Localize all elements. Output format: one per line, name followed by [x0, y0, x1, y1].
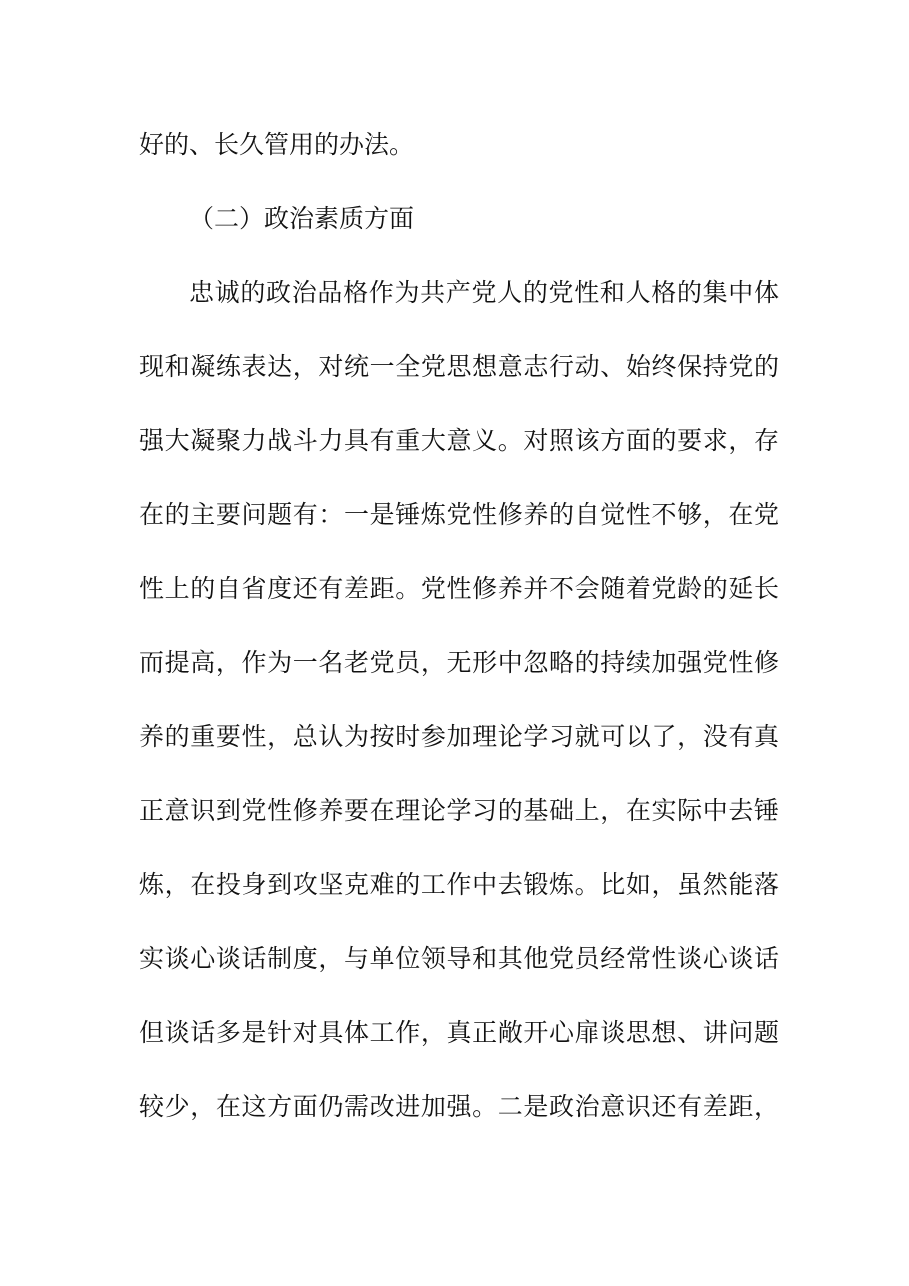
text-line-9: 养的重要性，总认为按时参加理论学习就可以了，没有真: [139, 722, 779, 751]
text-line-4: 现和凝练表达，对统一全党思想意志行动、始终保持党的: [139, 352, 779, 381]
text-line-8: 而提高，作为一名老党员，无形中忽略的持续加强党性修: [139, 648, 779, 677]
text-line-5: 强大凝聚力战斗力具有重大意义。对照该方面的要求，存: [139, 426, 779, 455]
text-line-6: 在的主要问题有：一是锤炼党性修养的自觉性不够，在党: [139, 500, 779, 529]
text-line-14: 较少，在这方面仍需改进加强。二是政治意识还有差距，: [139, 1092, 779, 1121]
text-line-3: 忠诚的政治品格作为共产党人的党性和人格的集中体: [189, 278, 779, 307]
text-line-13: 但谈话多是针对具体工作，真正敞开心扉谈思想、讲问题: [139, 1018, 779, 1047]
text-line-11: 炼，在投身到攻坚克难的工作中去锻炼。比如，虽然能落: [139, 870, 779, 899]
text-line-1: 好的、长久管用的办法。: [139, 130, 415, 159]
text-line-7: 性上的自省度还有差距。党性修养并不会随着党龄的延长: [139, 574, 779, 603]
section-heading: （二）政治素质方面: [189, 204, 415, 233]
text-line-12: 实谈心谈话制度，与单位领导和其他党员经常性谈心谈话: [139, 944, 779, 973]
text-line-10: 正意识到党性修养要在理论学习的基础上，在实际中去锤: [139, 796, 779, 825]
